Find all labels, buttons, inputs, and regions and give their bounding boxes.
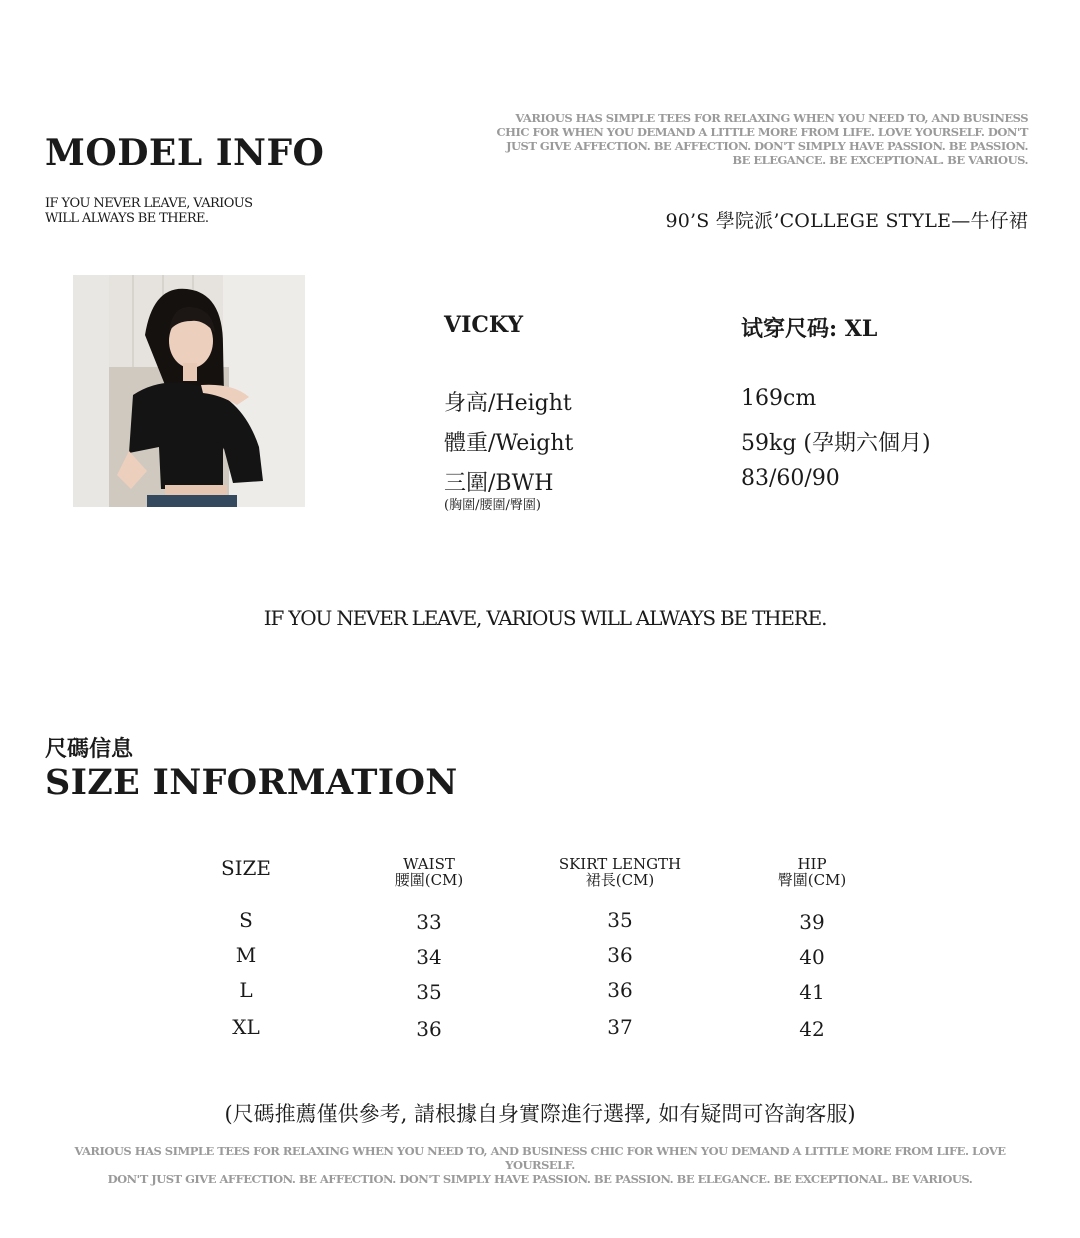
table-cell-length: 35 xyxy=(607,908,633,932)
table-cell-hip: 39 xyxy=(799,910,825,934)
table-cell-hip: 41 xyxy=(799,980,825,1004)
header-size: SIZE xyxy=(220,856,272,880)
bwh-value: 83/60/90 xyxy=(741,466,840,491)
model-trial-size: 试穿尺码: XL xyxy=(741,316,878,342)
table-cell-waist: 34 xyxy=(416,945,442,969)
table-cell-length: 36 xyxy=(607,943,633,967)
height-value: 169cm xyxy=(741,386,817,411)
header-waist-cn: 腰圍(CM) xyxy=(394,871,464,889)
model-name: VICKY xyxy=(444,312,524,338)
model-photo xyxy=(73,275,305,507)
brand-blurb-top: VARIOUS HAS SIMPLE TEES FOR RELAXING WHEN YOU NEED TO, AND BUSINESS CHIC FOR WHEN YOU DEMAND A LITTLE MORE FROM LIFE. LOVE YOURSELF. DON'T JUST GIVE AFFECTION. BE AFFECTION. DON'T SIMPLY HAVE PASSION. BE PASSION. BE ELEGANCE. BE EXCEPTIONAL. BE VARIOUS. xyxy=(496,111,1028,167)
table-cell-hip: 42 xyxy=(799,1017,825,1041)
table-cell-size: S xyxy=(239,908,253,932)
header-skirt-length xyxy=(540,856,700,888)
model-info-title: MODEL INFO xyxy=(45,132,325,174)
style-line: 90’S 學院派’COLLEGE STYLE—牛仔裙 xyxy=(665,210,1028,232)
weight-value: 59kg (孕期六個月) xyxy=(741,431,931,456)
header-waist-en: WAIST xyxy=(403,855,455,873)
model-info-subtitle-line1: IF YOU NEVER LEAVE, VARIOUS xyxy=(45,196,253,211)
footer-line2: DON'T JUST GIVE AFFECTION. BE AFFECTION. DON'T SIMPLY HAVE PASSION. BE PASSION. BE ELEGANCE. BE EXCEPTIONAL. BE VARIOUS. xyxy=(107,1172,973,1186)
table-cell-length: 37 xyxy=(607,1015,633,1039)
height-label: 身高/Height xyxy=(444,391,572,416)
size-info-title-cn: 尺碼信息 xyxy=(45,736,134,762)
weight-label: 體重/Weight xyxy=(444,431,574,456)
model-info-subtitle xyxy=(45,196,285,226)
header-waist xyxy=(369,856,489,888)
table-cell-waist: 36 xyxy=(416,1017,442,1041)
header-hip-cn: 臀圍(CM) xyxy=(777,871,847,889)
header-hip xyxy=(752,856,872,888)
table-cell-size: M xyxy=(235,943,257,967)
size-disclaimer: (尺碼推薦僅供參考, 請根據自身實際進行選擇, 如有疑問可咨詢客服) xyxy=(224,1102,856,1126)
slogan: IF YOU NEVER LEAVE, VARIOUS WILL ALWAYS BE THERE. xyxy=(263,606,827,630)
table-cell-size: XL xyxy=(232,1015,260,1039)
brand-blurb-bottom xyxy=(60,1144,1020,1186)
size-info-title-en: SIZE INFORMATION xyxy=(45,762,458,803)
table-cell-length: 36 xyxy=(607,978,633,1002)
footer-line1: VARIOUS HAS SIMPLE TEES FOR RELAXING WHEN YOU NEED TO, AND BUSINESS CHIC FOR WHEN YOU DEMAND A LITTLE MORE FROM LIFE. LOVE YOURSELF. xyxy=(74,1144,1006,1172)
model-photo-illustration xyxy=(73,275,305,507)
table-cell-waist: 35 xyxy=(416,980,442,1004)
header-length-en: SKIRT LENGTH xyxy=(558,855,682,873)
table-cell-hip: 40 xyxy=(799,945,825,969)
header-hip-en: HIP xyxy=(797,855,827,873)
bwh-note: (胸圍/腰圍/臀圍) xyxy=(444,498,541,513)
bwh-label: 三圍/BWH xyxy=(444,471,554,496)
header-length-cn: 裙長(CM) xyxy=(585,871,655,889)
table-cell-size: L xyxy=(239,978,253,1002)
model-info-subtitle-line2: WILL ALWAYS BE THERE. xyxy=(45,211,209,226)
table-cell-waist: 33 xyxy=(416,910,442,934)
